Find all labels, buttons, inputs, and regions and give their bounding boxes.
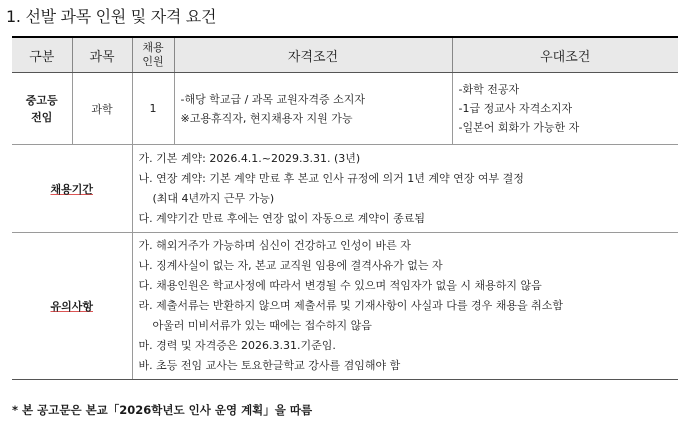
table-row	[12, 233, 678, 380]
recruitment-table	[12, 36, 678, 380]
notes-label-text: 유의사항	[50, 300, 93, 313]
note-line: 아울러 미비서류가 있는 때에는 접수하지 않음	[152, 319, 372, 332]
header-hires: 채용 인원	[132, 37, 174, 73]
header-category: 구분	[12, 37, 72, 73]
preferences-cell	[452, 73, 678, 145]
period-line: 다. 계약기간 만료 후에는 연장 없이 자동으로 계약이 종료됨	[138, 211, 425, 225]
table-header-row	[12, 37, 678, 73]
row-subject: 과학	[72, 73, 132, 145]
table-row	[12, 145, 678, 233]
notes-cell	[132, 233, 678, 380]
note-line: 라. 제출서류는 반환하지 않으며 제출서류 및 기재사항이 사실과 다를 경우 채용을 취소함	[138, 299, 563, 312]
header-preferences: 우대조건	[452, 37, 678, 73]
preference-line: -일본어 회화가 가능한 자	[458, 121, 580, 134]
row-category: 중고등 전임	[12, 73, 72, 145]
period-label-text: 채용기간	[50, 182, 93, 196]
qualification-line: -해당 학교급 / 과목 교원자격증 소지자	[180, 92, 366, 106]
period-line: 가. 기본 계약: 2026.4.1.~2029.3.31. (3년)	[138, 151, 361, 165]
period-label	[12, 145, 132, 233]
table-row	[12, 73, 678, 145]
note-line: 가. 해외거주가 가능하며 심신이 건강하고 인성이 바른 자	[138, 239, 411, 252]
period-line: (최대 4년까지 근무 가능)	[152, 191, 275, 205]
note-line: 나. 징계사실이 없는 자, 본교 교직원 임용에 결격사유가 없는 자	[138, 259, 443, 272]
period-line: 나. 연장 계약: 기본 계약 만료 후 본교 인사 규정에 의거 1년 계약 연장 여부 결정	[138, 171, 524, 185]
section-title: 1. 선발 과목 인원 및 자격 요건	[6, 7, 217, 26]
note-line: 마. 경력 및 자격증은 2026.3.31.기준임.	[138, 339, 336, 352]
note-line: 바. 초등 전임 교사는 토요한글학교 강사를 겸임해야 함	[138, 359, 401, 372]
header-subject: 과목	[72, 37, 132, 73]
footnote: * 본 공고문은 본교「2026학년도 인사 운영 계획」을 따름	[12, 403, 313, 417]
notes-label	[12, 233, 132, 380]
preference-line: -화학 전공자	[458, 83, 520, 96]
preference-line: -1급 정교사 자격소지자	[458, 102, 573, 115]
qualifications-cell	[174, 73, 452, 145]
period-cell	[132, 145, 678, 233]
qualification-line: ※고용휴직자, 현지채용자 지원 가능	[180, 111, 353, 125]
header-qualifications: 자격조건	[174, 37, 452, 73]
row-hires: 1	[132, 73, 174, 145]
note-line: 다. 채용인원은 학교사정에 따라서 변경될 수 있으며 적임자가 없을 시 채용하지 않음	[138, 279, 542, 292]
